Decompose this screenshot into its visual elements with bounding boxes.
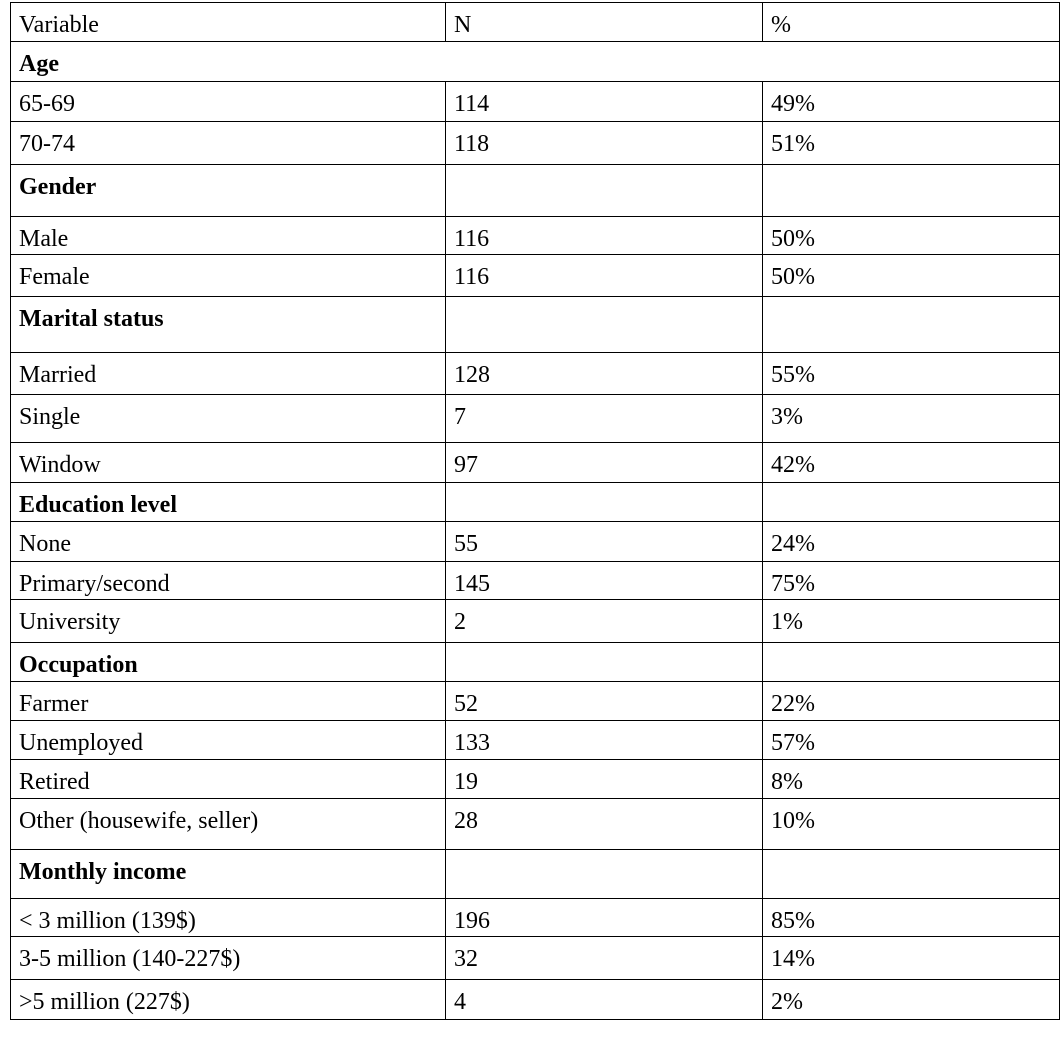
table-row <box>11 799 1060 850</box>
row-n: 145 <box>446 562 763 600</box>
empty-cell <box>446 297 763 353</box>
empty-cell <box>763 850 1060 899</box>
table-row <box>11 562 1060 600</box>
row-n: 118 <box>446 122 763 165</box>
row-label: 70-74 <box>11 122 446 165</box>
row-percent: 57% <box>763 721 1060 760</box>
row-n: 7 <box>446 395 763 443</box>
row-label: 3-5 million (140-227$) <box>11 937 446 980</box>
row-percent: 55% <box>763 353 1060 395</box>
row-n: 28 <box>446 799 763 850</box>
empty-cell <box>763 643 1060 682</box>
section-row-age <box>11 42 1060 82</box>
empty-cell <box>763 483 1060 522</box>
row-label: >5 million (227$) <box>11 980 446 1020</box>
row-n: 196 <box>446 899 763 937</box>
table-row <box>11 395 1060 443</box>
section-title: Education level <box>11 483 446 522</box>
row-n: 97 <box>446 443 763 483</box>
table-row <box>11 522 1060 562</box>
row-percent: 50% <box>763 217 1060 255</box>
row-label: Female <box>11 255 446 297</box>
section-title: Marital status <box>11 297 446 353</box>
table-row <box>11 937 1060 980</box>
row-percent: 2% <box>763 980 1060 1020</box>
row-n: 116 <box>446 255 763 297</box>
table-row <box>11 600 1060 643</box>
table-row <box>11 682 1060 721</box>
row-label: < 3 million (139$) <box>11 899 446 937</box>
row-n: 2 <box>446 600 763 643</box>
table-row <box>11 899 1060 937</box>
row-label: Farmer <box>11 682 446 721</box>
header-n: N <box>446 3 763 42</box>
row-n: 4 <box>446 980 763 1020</box>
section-title: Gender <box>11 165 446 217</box>
section-row-marital-status <box>11 297 1060 353</box>
row-n: 55 <box>446 522 763 562</box>
section-title: Occupation <box>11 643 446 682</box>
row-percent: 22% <box>763 682 1060 721</box>
table-row <box>11 721 1060 760</box>
section-row-occupation <box>11 643 1060 682</box>
section-row-monthly-income <box>11 850 1060 899</box>
table-row <box>11 443 1060 483</box>
empty-cell <box>763 165 1060 217</box>
row-n: 19 <box>446 760 763 799</box>
empty-cell <box>763 297 1060 353</box>
row-percent: 50% <box>763 255 1060 297</box>
table-row <box>11 760 1060 799</box>
header-row <box>11 3 1060 42</box>
row-label: Married <box>11 353 446 395</box>
empty-cell <box>446 643 763 682</box>
row-label: None <box>11 522 446 562</box>
row-percent: 3% <box>763 395 1060 443</box>
row-label: Retired <box>11 760 446 799</box>
table-row <box>11 217 1060 255</box>
row-label: Primary/second <box>11 562 446 600</box>
section-title: Monthly income <box>11 850 446 899</box>
empty-cell <box>446 850 763 899</box>
table-row <box>11 82 1060 122</box>
row-n: 52 <box>446 682 763 721</box>
table-row <box>11 122 1060 165</box>
row-percent: 8% <box>763 760 1060 799</box>
row-percent: 49% <box>763 82 1060 122</box>
table-row <box>11 255 1060 297</box>
section-title: Age <box>11 42 1060 82</box>
section-row-education-level <box>11 483 1060 522</box>
row-label: University <box>11 600 446 643</box>
row-percent: 51% <box>763 122 1060 165</box>
row-percent: 85% <box>763 899 1060 937</box>
row-percent: 10% <box>763 799 1060 850</box>
row-percent: 42% <box>763 443 1060 483</box>
header-percent: % <box>763 3 1060 42</box>
row-n: 116 <box>446 217 763 255</box>
row-n: 128 <box>446 353 763 395</box>
header-variable: Variable <box>11 3 446 42</box>
empty-cell <box>446 165 763 217</box>
row-n: 32 <box>446 937 763 980</box>
table-row <box>11 980 1060 1020</box>
row-percent: 24% <box>763 522 1060 562</box>
row-percent: 14% <box>763 937 1060 980</box>
empty-cell <box>446 483 763 522</box>
row-n: 114 <box>446 82 763 122</box>
row-percent: 75% <box>763 562 1060 600</box>
row-label: Male <box>11 217 446 255</box>
table-row <box>11 353 1060 395</box>
row-label: Single <box>11 395 446 443</box>
row-label: Unemployed <box>11 721 446 760</box>
row-label: Other (housewife, seller) <box>11 799 446 850</box>
row-percent: 1% <box>763 600 1060 643</box>
demographics-table <box>10 2 1060 1020</box>
row-label: 65-69 <box>11 82 446 122</box>
row-n: 133 <box>446 721 763 760</box>
row-label: Window <box>11 443 446 483</box>
section-row-gender <box>11 165 1060 217</box>
